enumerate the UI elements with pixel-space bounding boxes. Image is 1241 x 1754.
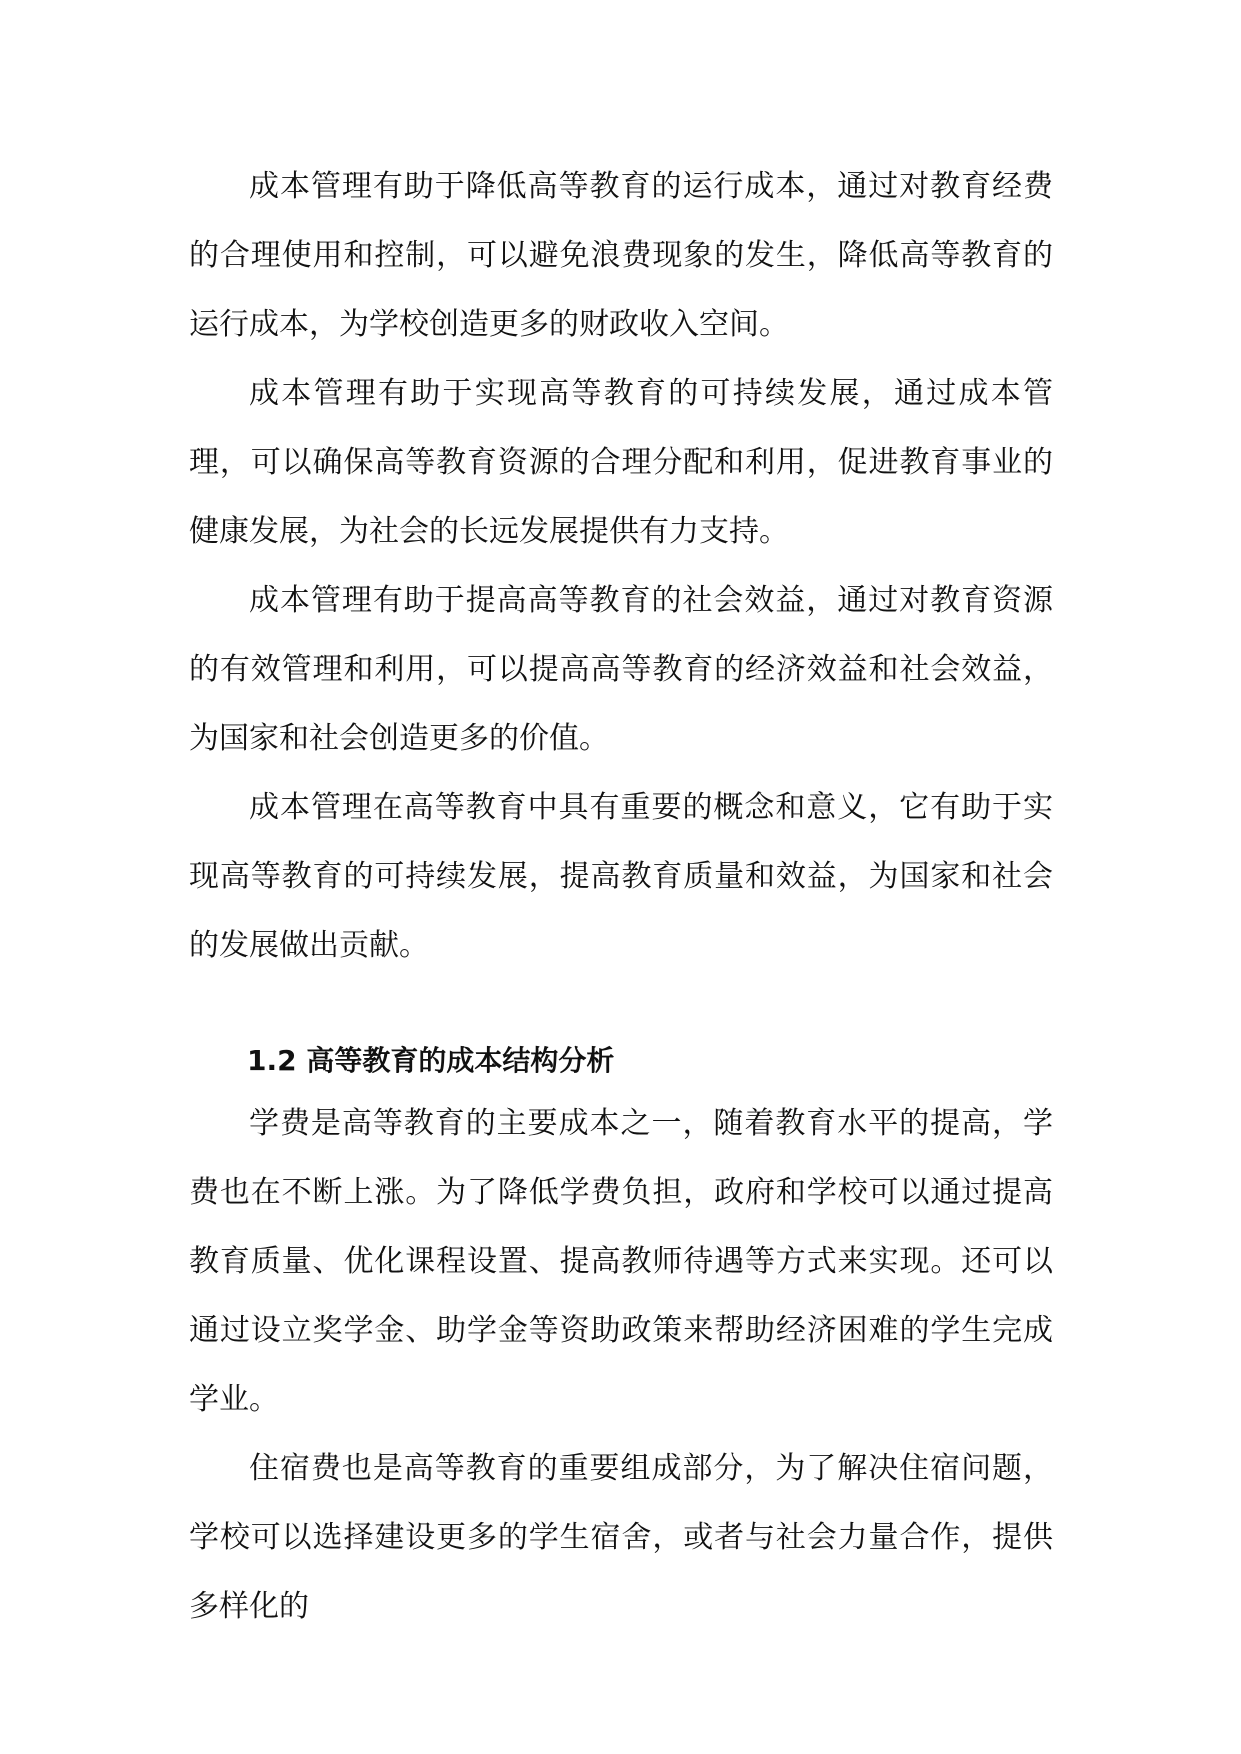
paragraph-cost-reduction: 成本管理有助于降低高等教育的运行成本，通过对教育经费的合理使用和控制，可以避免浪费现象的发生，降低高等教育的运行成本，为学校创造更多的财政收入空间。	[189, 169, 1053, 342]
paragraph-social-benefit: 成本管理有助于提高高等教育的社会效益，通过对教育资源的有效管理和利用，可以提高高等教育的经济效益和社会效益，为国家和社会创造更多的价值。	[189, 583, 1053, 756]
paragraph-tuition: 学费是高等教育的主要成本之一，随着教育水平的提高，学费也在不断上涨。为了降低学费负担，政府和学校可以通过提高教育质量、优化课程设置、提高教师待遇等方式来实现。还可以通过设立奖学金、助学金等资助政策来帮助经济困难的学生完成学业。	[189, 1106, 1053, 1417]
paragraph-summary: 成本管理在高等教育中具有重要的概念和意义，它有助于实现高等教育的可持续发展，提高教育质量和效益，为国家和社会的发展做出贡献。	[189, 790, 1053, 963]
section-heading: 1.2 高等教育的成本结构分析	[247, 1044, 615, 1077]
document-body	[189, 152, 1053, 1641]
paragraph-sustainable-development: 成本管理有助于实现高等教育的可持续发展，通过成本管理，可以确保高等教育资源的合理分配和利用，促进教育事业的健康发展，为社会的长远发展提供有力支持。	[189, 376, 1053, 549]
paragraph-accommodation: 住宿费也是高等教育的重要组成部分，为了解决住宿问题，学校可以选择建设更多的学生宿舍，或者与社会力量合作，提供多样化的	[189, 1451, 1053, 1624]
